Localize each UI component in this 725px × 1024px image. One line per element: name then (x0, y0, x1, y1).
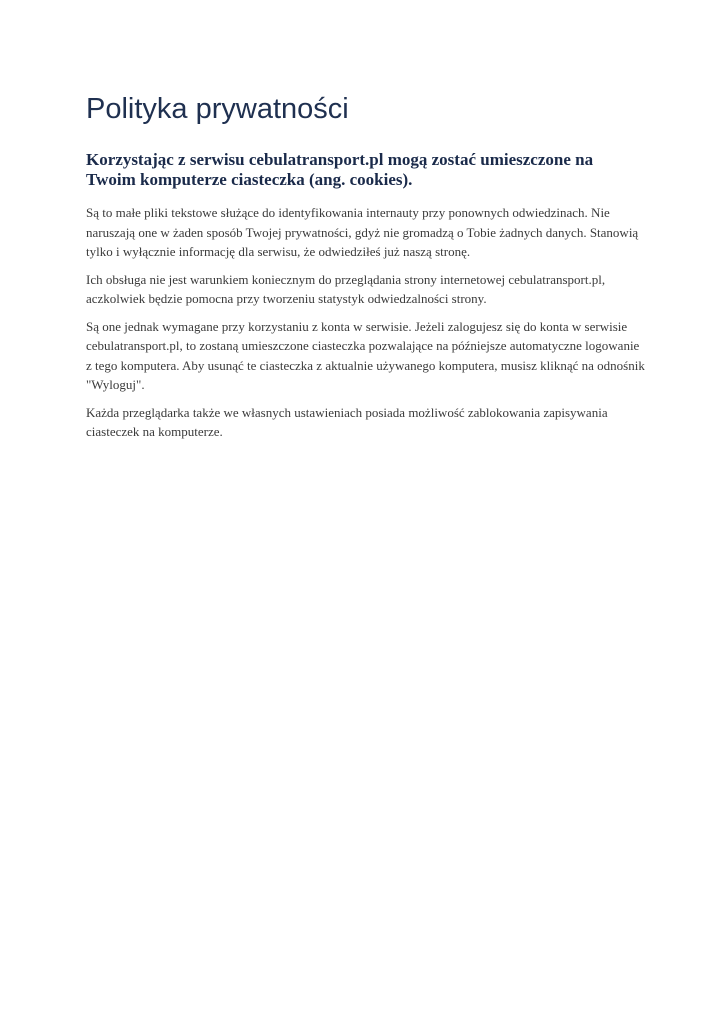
paragraph-cookies-definition: Są to małe pliki tekstowe służące do identyfikowania internauty przy ponownych odwiedzinach. Nie naruszają one w żaden sposób Twojej prywatności, gdyż nie gromadzą o Tobie żadnych danych. Stanowią tylko i wyłącznie informację dla serwisu, że odwiedziłeś już naszą stronę. (86, 205, 639, 259)
paragraph-cookies-optional: Ich obsługa nie jest warunkiem koniecznym do przeglądania strony internetowej cebulatransport.pl, aczkolwiek będzie pomocna przy tworzeniu statystyk odwiedzalności strony. (86, 271, 606, 306)
page-title: Polityka prywatności (86, 93, 349, 125)
paragraph-cookies-blocking: Każda przeglądarka także we własnych ustawieniach posiada możliwość zablokowania zapisywania ciasteczek na komputerze. (86, 404, 608, 439)
paragraph-cookies-account: Są one jednak wymagane przy korzystaniu z konta w serwisie. Jeżeli zalogujesz się do konta w serwisie cebulatransport.pl, to zostaną umieszczone ciasteczka pozwalające na późniejsze automatyczne logowanie z tego komputera. Aby usunąć te ciasteczka z aktualnie używanego komputera, musisz kliknąć na odnośnik "Wyloguj". (86, 318, 645, 392)
intro-heading: Korzystając z serwisu cebulatransport.pl mogą zostać umieszczone na Twoim komputerze ciasteczka (ang. cookies). (86, 150, 594, 189)
document-body (86, 203, 646, 450)
